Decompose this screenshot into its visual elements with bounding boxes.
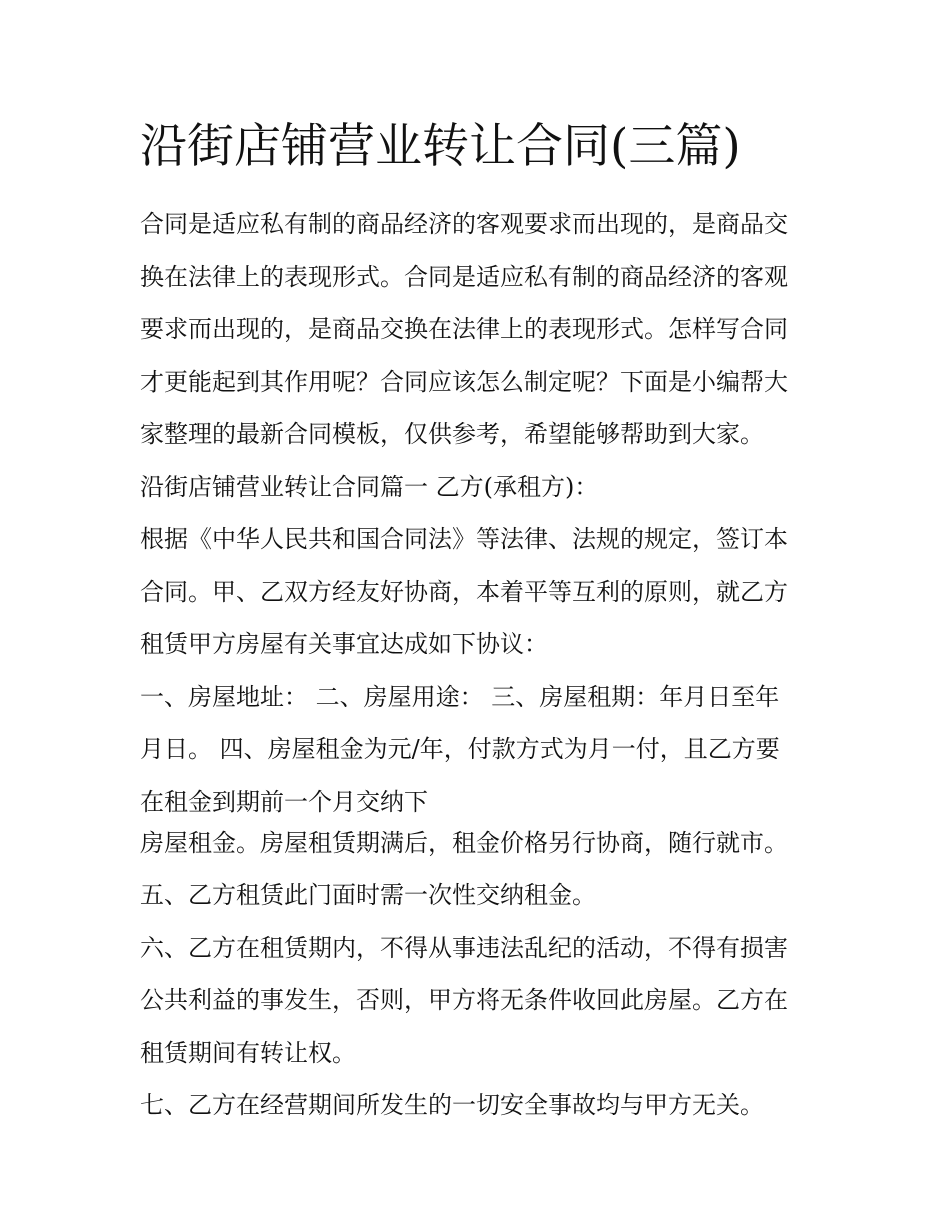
body-line: 合同。甲、乙双方经友好协商，本着平等互利的原则，就乙方: [140, 577, 788, 606]
body-line: 六、乙方在租赁期内，不得从事违法乱纪的活动，不得有损害: [140, 933, 788, 962]
body-line: 公共利益的事发生，否则，甲方将无条件收回此房屋。乙方在: [140, 986, 788, 1014]
body-line: 换在法律上的表现形式。合同是适应私有制的商品经济的客观: [140, 262, 788, 291]
body-line: 七、乙方在经营期间所发生的一切安全事故均与甲方无关。: [140, 1091, 764, 1119]
document-title: 沿街店铺营业转让合同(三篇): [140, 119, 741, 174]
body-line: 在租金到期前一个月交纳下: [140, 787, 428, 816]
body-line: 才更能起到其作用呢？合同应该怎么制定呢？下面是小编帮大: [140, 367, 788, 396]
body-line: 五、乙方租赁此门面时需一次性交纳租金。: [140, 881, 596, 909]
body-line: 根据《中华人民共和国合同法》等法律、法规的规定，签订本: [140, 525, 788, 553]
body-line: 房屋租金。房屋租赁期满后，租金价格另行协商，随行就市。: [140, 828, 788, 857]
body-line: 租赁甲方房屋有关事宜达成如下协议：: [140, 630, 548, 658]
body-line: 一、房屋地址： 二、房屋用途： 三、房屋租期：年月日至年: [140, 682, 780, 711]
body-line: 月日。 四、房屋租金为元/年，付款方式为月一付，且乙方要: [140, 735, 780, 763]
document-body: [140, 198, 830, 1132]
body-line: 租赁期间有转让权。: [140, 1038, 356, 1067]
body-line: 合同是适应私有制的商品经济的客观要求而出现的，是商品交: [140, 210, 788, 238]
body-line: 要求而出现的，是商品交换在法律上的表现形式。怎样写合同: [140, 315, 788, 343]
body-line: 家整理的最新合同模板，仅供参考，希望能够帮助到大家。: [140, 420, 764, 448]
section-heading-line: 沿街店铺营业转让合同篇一 乙方(承租方)：: [140, 472, 599, 501]
